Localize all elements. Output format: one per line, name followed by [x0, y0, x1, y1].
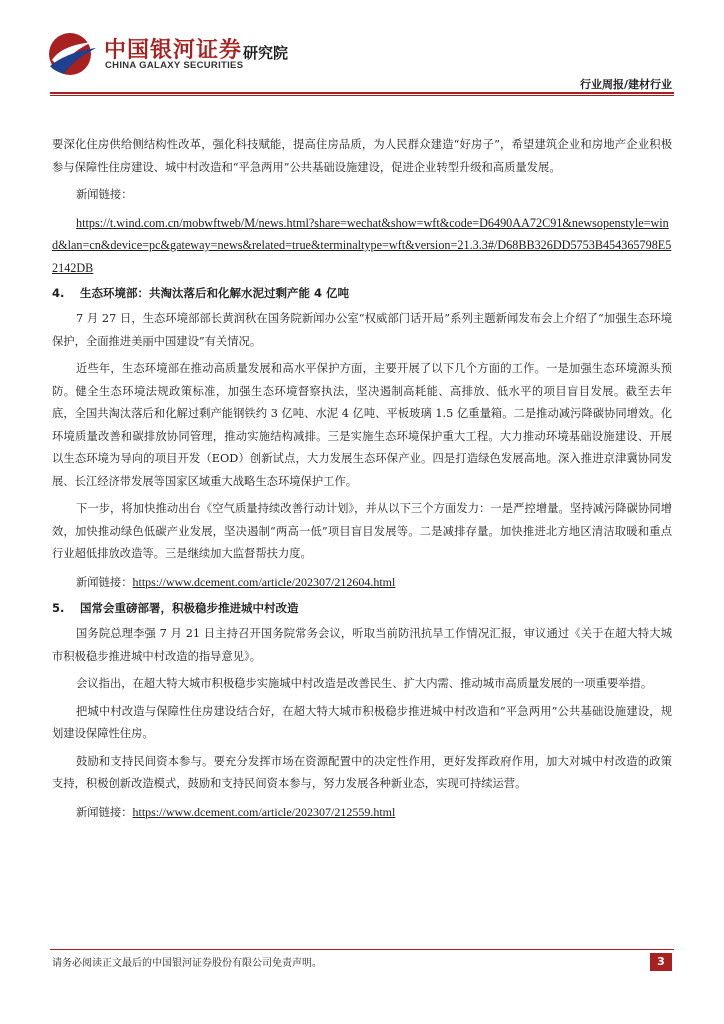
news-link-3[interactable]: https://www.dcement.com/article/202307/212559.html	[132, 804, 396, 819]
section-5-paragraph-1: 国务院总理李强 7 月 21 日主持召开国务院常务会议，听取当前防汛抗旱工作情况汇报，审议通过《关于在超大特大城市积极稳步推进城中村改造的指导意见》。	[52, 627, 672, 663]
section-5-heading	[52, 597, 672, 619]
section-4-heading	[52, 282, 672, 304]
section-5-title: 国常会重磅部署，积极稳步推进城中村改造	[80, 601, 299, 615]
section-4-paragraph-1: 7 月 27 日，生态环境部部长黄润秋在国务院新闻办公室“权威部门话开局”系列主题新闻发布会上介绍了“加强生态环境保护，全面推进美丽中国建设”有关情况。	[52, 312, 672, 348]
institute-label: 研究院	[243, 44, 289, 62]
news-link-1[interactable]: https://t.wind.com.cn/mobwftweb/M/news.html?share=wechat&show=wft&code=D6490AA72C91&newsopenstyle=wind&lan=cn&device=pc&gateway=news&related=true&terminaltype=wft&version=21.3.3#/D68BB326DD5753B454365798E52142DB	[52, 215, 672, 275]
news-link-label-2: 新闻链接：	[76, 575, 133, 589]
china-galaxy-logo-icon	[46, 30, 98, 76]
news-link-label-3: 新闻链接：	[76, 805, 133, 819]
report-body	[52, 134, 672, 824]
section-4-number: 4.	[52, 286, 65, 300]
brand-name-cn: 中国银河证券	[104, 38, 243, 63]
brand-name-en: CHINA GALAXY SECURITIES	[105, 60, 244, 71]
news-link-row-2	[52, 571, 672, 595]
report-category: 行业周报/建材行业	[579, 78, 672, 91]
footer-divider	[50, 949, 674, 950]
header-divider-thin	[50, 95, 674, 96]
section-5-paragraph-4: 鼓励和支持民间资本参与。要充分发挥市场在资源配置中的决定性作用，更好发挥政府作用，加大对城中村改造的政策支持，积极创新改造模式，鼓励和支持民间资本参与，努力发展各种新业态，实现可持续运营。	[52, 754, 672, 790]
news-link-2[interactable]: https://www.dcement.com/article/202307/212604.html	[132, 574, 396, 589]
page-number: 3	[650, 953, 672, 971]
news-link-label-1: 新闻链接：	[76, 188, 133, 201]
section-4-title: 生态环境部：共淘汰落后和化解水泥过剩产能 4 亿吨	[80, 286, 350, 300]
section-4-paragraph-3: 下一步，将加快推动出台《空气质量持续改善行动计划》，并从以下三个方面发力：一是严控增量。坚持减污降碳协同增效，加快推动绿色低碳产业发展，坚决遏制“两高一低”项目盲目发展等。二是减排存量。加快推进北方地区清洁取暖和重点行业超低排放改造等。三是继续加大监督帮扶力度。	[52, 502, 672, 560]
section-5-paragraph-2: 会议指出，在超大特大城市积极稳步实施城中村改造是改善民生、扩大内需、推动城市高质量发展的一项重要举措。	[76, 677, 653, 690]
section-5-paragraph-3: 把城中村改造与保障性住房建设结合好，在超大特大城市积极稳步推进城中村改造和“平急两用”公共基础设施建设，规划建设保障性住房。	[52, 704, 672, 740]
footer-disclaimer: 请务必阅读正文最后的中国银河证券股份有限公司免责声明。	[52, 958, 322, 969]
news-link-row-3	[52, 801, 672, 825]
section-5-number: 5.	[52, 601, 65, 615]
section-4-paragraph-2: 近些年，生态环境部在推动高质量发展和高水平保护方面，主要开展了以下几个方面的工作。一是加强生态环境源头预防。健全生态环境法规政策标准，加强生态环境督察执法，坚决遏制高耗能、高排放、低水平的项目盲目发展。截至去年底，全国共淘汰落后和化解过剩产能钢铁约 3 亿吨、水泥 4 亿吨、平板玻璃 1.5 亿重量箱。二是推动减污降碳协同增效。化环境质量改善和碳排放协同管理，推动实施结构减排。三是实施生态环境保护重大工程。大力推动环境基础设施建设、开展以生态环境为导向的项目开发（EOD）创新试点，大力发展生态环保产业。四是打造绿色发展高地。深入推进京津冀协同发展、长江经济带发展等国家区域重大战略生态环境保护工作。	[52, 362, 672, 488]
header-divider	[50, 92, 674, 94]
intro-paragraph: 要深化住房供给侧结构性改革，强化科技赋能，提高住房品质，为人民群众建造“好房子”，希望建筑企业和房地产企业积极参与保障性住房建设、城中村改造和“平急两用”公共基础设施建设，促进企业转型升级和高质量发展。	[52, 138, 672, 174]
